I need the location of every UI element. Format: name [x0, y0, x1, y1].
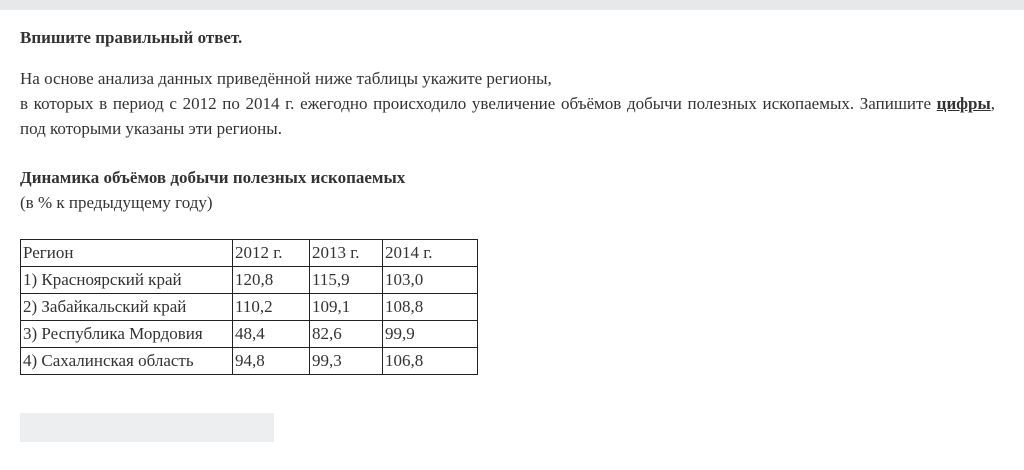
task-instruction: Впишите правильный ответ. — [20, 28, 243, 47]
table-cell-value: 108,8 — [383, 294, 478, 321]
task-content — [20, 26, 995, 375]
table-cell-region: 2) Забайкальский край — [21, 294, 233, 321]
table-cell-value: 48,4 — [233, 321, 310, 348]
table-cell-value: 115,9 — [310, 267, 383, 294]
table-row — [21, 267, 478, 294]
data-table — [20, 239, 478, 375]
task-question — [20, 66, 995, 141]
header-2013: 2013 г. — [310, 240, 383, 267]
table-cell-value: 94,8 — [233, 348, 310, 375]
table-row — [21, 294, 478, 321]
question-text-2: в которых в период с 2012 по 2014 г. ежегодно происходило увеличение объёмов добычи полезных ископаемых. Запишите — [20, 94, 931, 113]
table-cell-value: 99,9 — [383, 321, 478, 348]
header-2014: 2014 г. — [383, 240, 478, 267]
table-row — [21, 321, 478, 348]
header-2012: 2012 г. — [233, 240, 310, 267]
table-row — [21, 348, 478, 375]
table-cell-region: 4) Сахалинская область — [21, 348, 233, 375]
table-cell-value: 103,0 — [383, 267, 478, 294]
table-cell-value: 106,8 — [383, 348, 478, 375]
table-cell-value: 99,3 — [310, 348, 383, 375]
top-bar — [0, 0, 1024, 10]
question-emphasis: цифры — [936, 94, 991, 113]
table-cell-value: 110,2 — [233, 294, 310, 321]
table-cell-value: 120,8 — [233, 267, 310, 294]
header-region: Регион — [21, 240, 233, 267]
table-cell-value: 82,6 — [310, 321, 383, 348]
table-cell-region: 1) Красноярский край — [21, 267, 233, 294]
table-title: Динамика объёмов добычи полезных ископаемых — [20, 168, 406, 187]
table-subtitle: (в % к предыдущему году) — [20, 193, 213, 212]
answer-input[interactable] — [20, 413, 274, 442]
table-cell-value: 109,1 — [310, 294, 383, 321]
table-header-row — [21, 240, 478, 267]
question-text-1: На основе анализа данных приведённой ниже таблицы укажите регионы, — [20, 69, 552, 88]
table-cell-region: 3) Республика Мордовия — [21, 321, 233, 348]
question-text-3: , под которыми указаны эти регионы. — [20, 94, 995, 138]
